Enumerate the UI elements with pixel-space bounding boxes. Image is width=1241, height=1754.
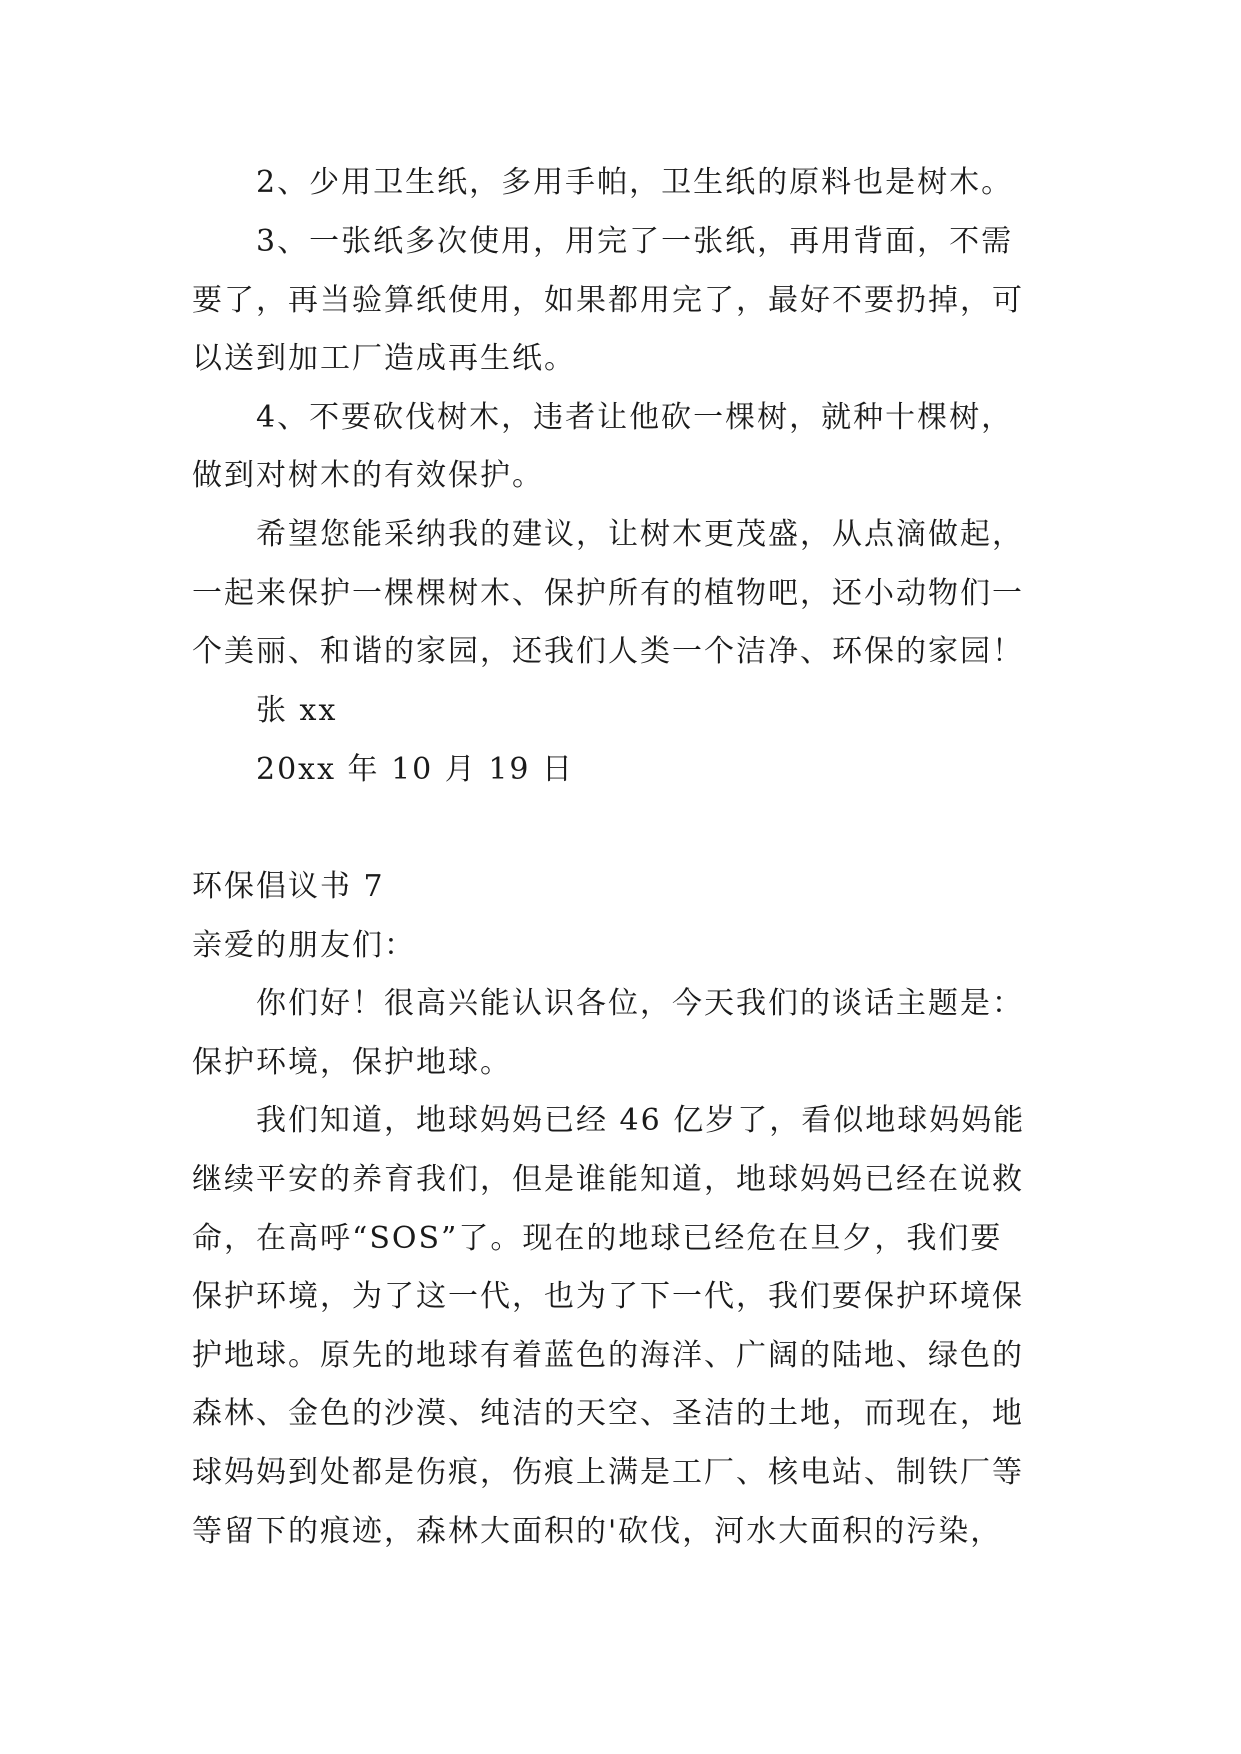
paragraph-line: 3、一张纸多次使用，用完了一张纸，再用背面，不需 xyxy=(256,224,1014,259)
paragraph-line: 2、少用卫生纸，多用手帕，卫生纸的原料也是树木。 xyxy=(256,165,1014,200)
paragraph-line: 你们好！很高兴能认识各位，今天我们的谈话主题是： xyxy=(256,986,1024,1021)
paragraph-line: 护地球。原先的地球有着蓝色的海洋、广阔的陆地、绿色的 xyxy=(192,1338,1024,1373)
paragraph-line: 保护环境，保护地球。 xyxy=(192,1045,512,1080)
paragraph-line: 命，在高呼“SOS”了。现在的地球已经危在旦夕，我们要 xyxy=(192,1221,1003,1256)
paragraph-line: 以送到加工厂造成再生纸。 xyxy=(192,341,576,376)
paragraph-line: 继续平安的养育我们，但是谁能知道，地球妈妈已经在说救 xyxy=(192,1162,1024,1197)
paragraph-line: 保护环境，为了这一代，也为了下一代，我们要保护环境保 xyxy=(192,1279,1024,1314)
paragraph-line: 等留下的痕迹，森林大面积的'砍伐，河水大面积的污染， xyxy=(192,1514,1003,1549)
paragraph-line: 球妈妈到处都是伤痕，伤痕上满是工厂、核电站、制铁厂等 xyxy=(192,1455,1024,1490)
signature-name: 张 xx xyxy=(256,693,338,728)
paragraph-line: 一起来保护一棵棵树木、保护所有的植物吧，还小动物们一 xyxy=(192,576,1024,611)
paragraph-line: 做到对树木的有效保护。 xyxy=(192,458,544,493)
paragraph-line: 森林、金色的沙漠、纯洁的天空、圣洁的土地，而现在，地 xyxy=(192,1396,1024,1431)
section-title: 环保倡议书 7 xyxy=(192,869,385,904)
paragraph-line: 4、不要砍伐树木，违者让他砍一棵树，就种十棵树， xyxy=(256,400,1014,435)
salutation: 亲爱的朋友们： xyxy=(192,928,416,963)
paragraph-line: 希望您能采纳我的建议，让树木更茂盛，从点滴做起， xyxy=(256,517,1024,552)
paragraph-line: 个美丽、和谐的家园，还我们人类一个洁净、环保的家园！ xyxy=(192,634,1024,669)
paragraph-line: 我们知道，地球妈妈已经 46 亿岁了，看似地球妈妈能 xyxy=(256,1103,1026,1138)
signature-date: 20xx 年 10 月 19 日 xyxy=(256,752,575,787)
paragraph-line: 要了，再当验算纸使用，如果都用完了，最好不要扔掉，可 xyxy=(192,283,1024,318)
